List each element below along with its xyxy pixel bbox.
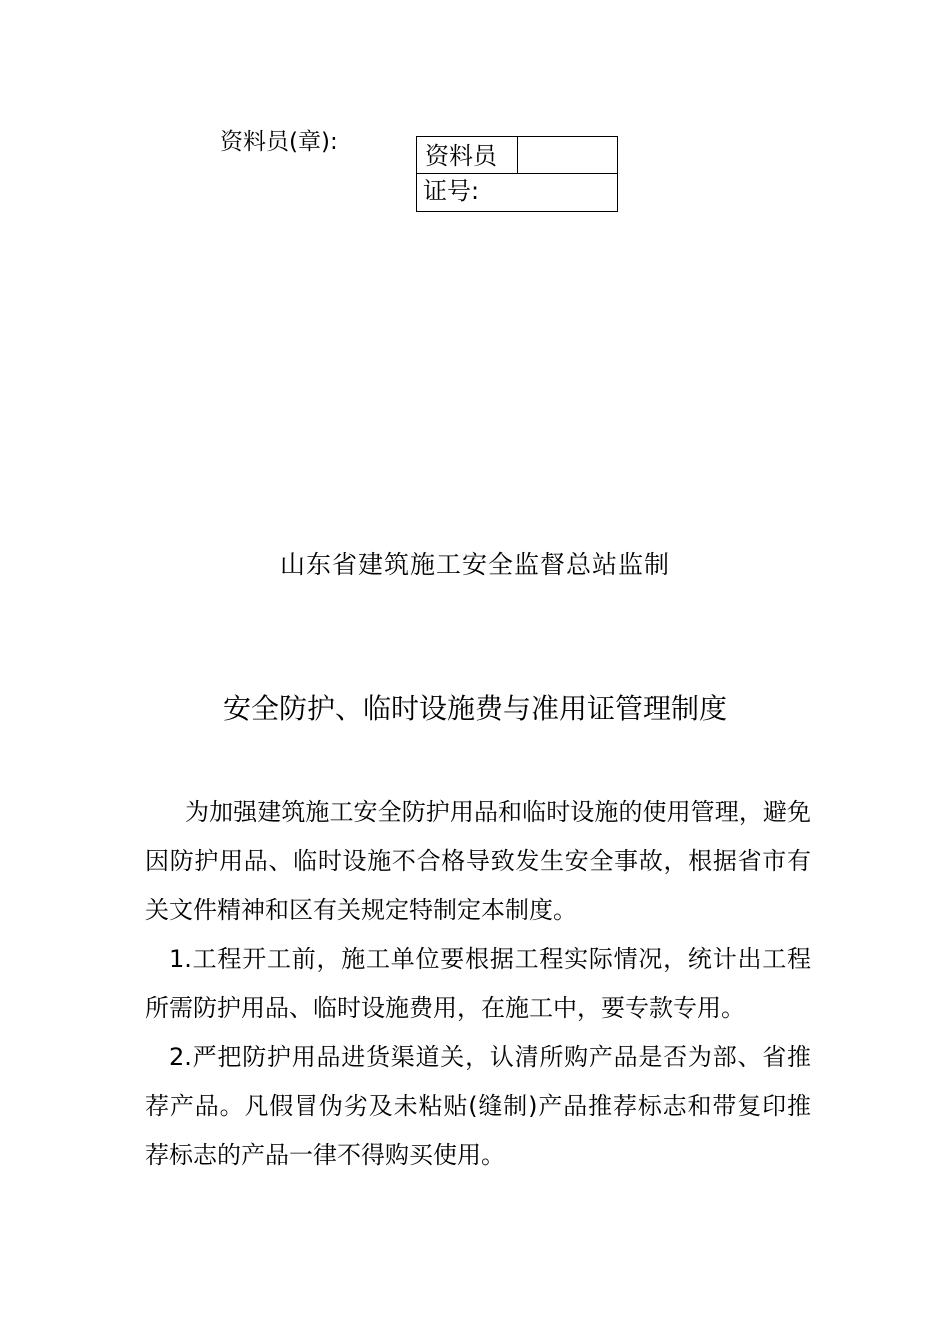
id-box-row-clerk bbox=[417, 137, 617, 174]
document-title: 安全防护、临时设施费与准用证管理制度 bbox=[222, 692, 727, 725]
rule-item-1: 1.工程开工前，施工单位要根据工程实际情况，统计出工程所需防护用品、临时设施费用，在施工中，要专款专用。 bbox=[145, 945, 811, 1022]
certificate-number-label: 证号: bbox=[423, 177, 480, 205]
seal-label: 资料员(章): bbox=[220, 129, 338, 155]
document-body bbox=[145, 788, 811, 1180]
intro-paragraph: 为加强建筑施工安全防护用品和临时设施的使用管理，避免因防护用品、临时设施不合格导致发生安全事故，根据省市有关文件精神和区有关规定特制定本制度。 bbox=[145, 798, 811, 924]
issuer-line: 山东省建筑施工安全监督总站监制 bbox=[279, 550, 670, 579]
clerk-value-cell bbox=[518, 137, 617, 173]
id-box bbox=[416, 136, 618, 212]
rule-item-2: 2.严把防护用品进货渠道关，认清所购产品是否为部、省推荐产品。凡假冒伪劣及未粘贴(缝制)产品推荐标志和带复印推荐标志的产品一律不得购买使用。 bbox=[145, 1043, 811, 1169]
clerk-label: 资料员 bbox=[417, 137, 518, 173]
